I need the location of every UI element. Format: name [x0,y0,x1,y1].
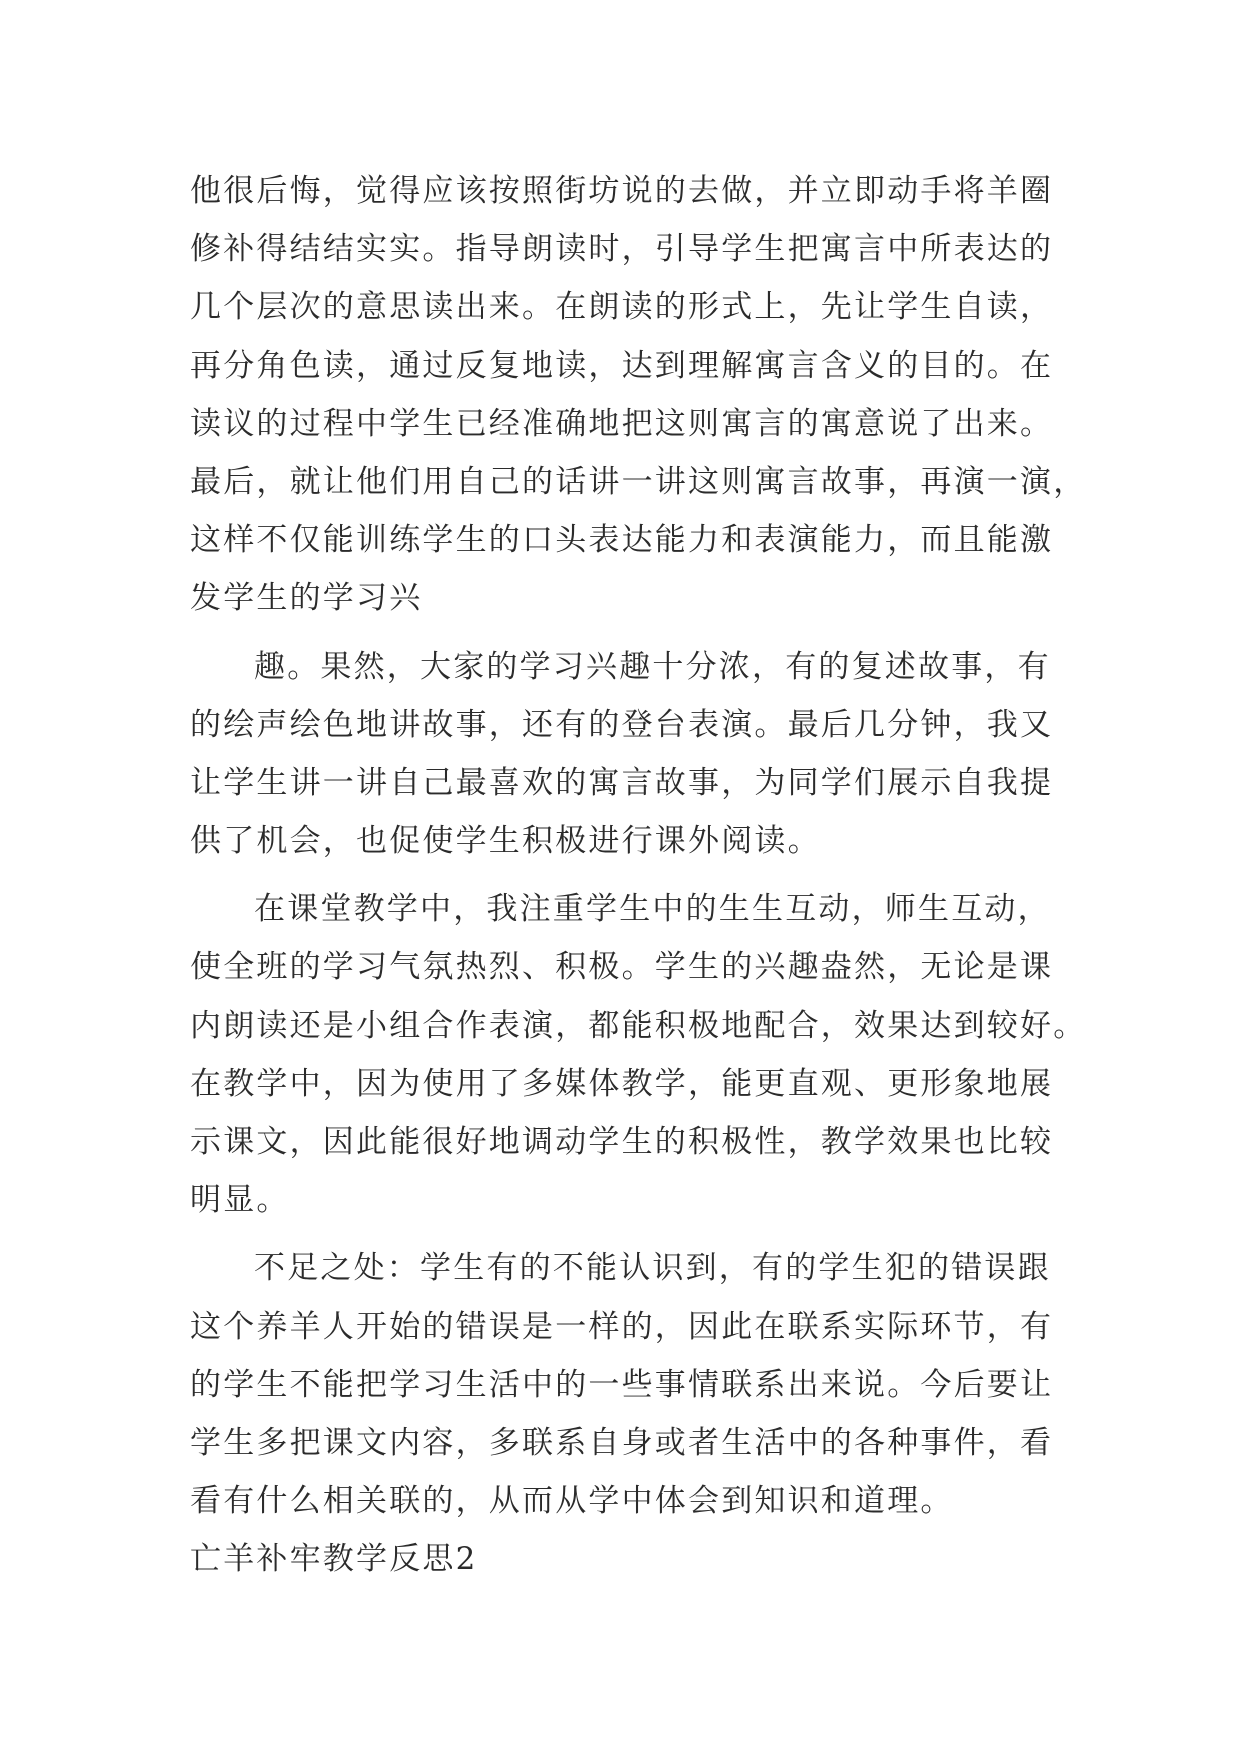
text-line: 让学生讲一讲自己最喜欢的寓言故事，为同学们展示自我提 [190,764,1054,801]
paragraph-3 [190,880,1087,1229]
text-line: 的学生不能把学习生活中的一些事情联系出来说。今后要让 [190,1366,1054,1403]
text-line: 读议的过程中学生已经准确地把这则寓言的寓意说了出来。 [190,405,1054,442]
text-line: 使全班的学习气氛热烈、积极。学生的兴趣盎然，无论是课 [190,949,1054,986]
section-heading: 亡羊补牢教学反思2 [190,1541,478,1578]
text-line: 的绘声绘色地讲故事，还有的登台表演。最后几分钟，我又 [190,706,1054,743]
text-line: 最后，就让他们用自己的话讲一讲这则寓言故事，再演一演， [190,463,1087,500]
text-line: 不足之处：学生有的不能认识到，有的学生犯的错误跟 [254,1250,1051,1287]
text-line: 这个养羊人开始的错误是一样的，因此在联系实际环节，有 [190,1308,1054,1345]
text-line: 发学生的学习兴 [190,580,423,617]
text-line: 再分角色读，通过反复地读，达到理解寓言含义的目的。在 [190,347,1054,384]
text-line: 这样不仅能训练学生的口头表达能力和表演能力，而且能激 [190,522,1054,559]
text-line: 看有什么相关联的，从而从学中体会到知识和道理。 [190,1483,954,1520]
text-line: 内朗读还是小组合作表演，都能积极地配合，效果达到较好。 [190,1007,1087,1044]
text-line: 趣。果然，大家的学习兴趣十分浓，有的复述故事，有 [254,648,1051,685]
paragraph-4 [190,1239,1054,1530]
text-line: 示课文，因此能很好地调动学生的积极性，教学效果也比较 [190,1124,1054,1160]
text-line: 在教学中，因为使用了多媒体教学，能更直观、更形象地展 [190,1065,1054,1102]
paragraph-2 [190,638,1054,871]
text-line: 学生多把课文内容，多联系自身或者生活中的各种事件，看 [190,1424,1054,1461]
text-line: 他很后悔，觉得应该按照街坊说的去做，并立即动手将羊圈 [190,173,1054,209]
text-line: 几个层次的意思读出来。在朗读的形式上，先让学生自读， [190,289,1054,326]
text-line: 明显。 [190,1182,290,1219]
paragraph-1 [190,162,1087,628]
document-body [190,162,1087,1589]
text-line: 修补得结结实实。指导朗读时，引导学生把寓言中所表达的 [190,231,1054,268]
text-line: 供了机会，也促使学生积极进行课外阅读。 [190,823,821,860]
text-line: 在课堂教学中，我注重学生中的生生互动，师生互动， [254,891,1051,928]
